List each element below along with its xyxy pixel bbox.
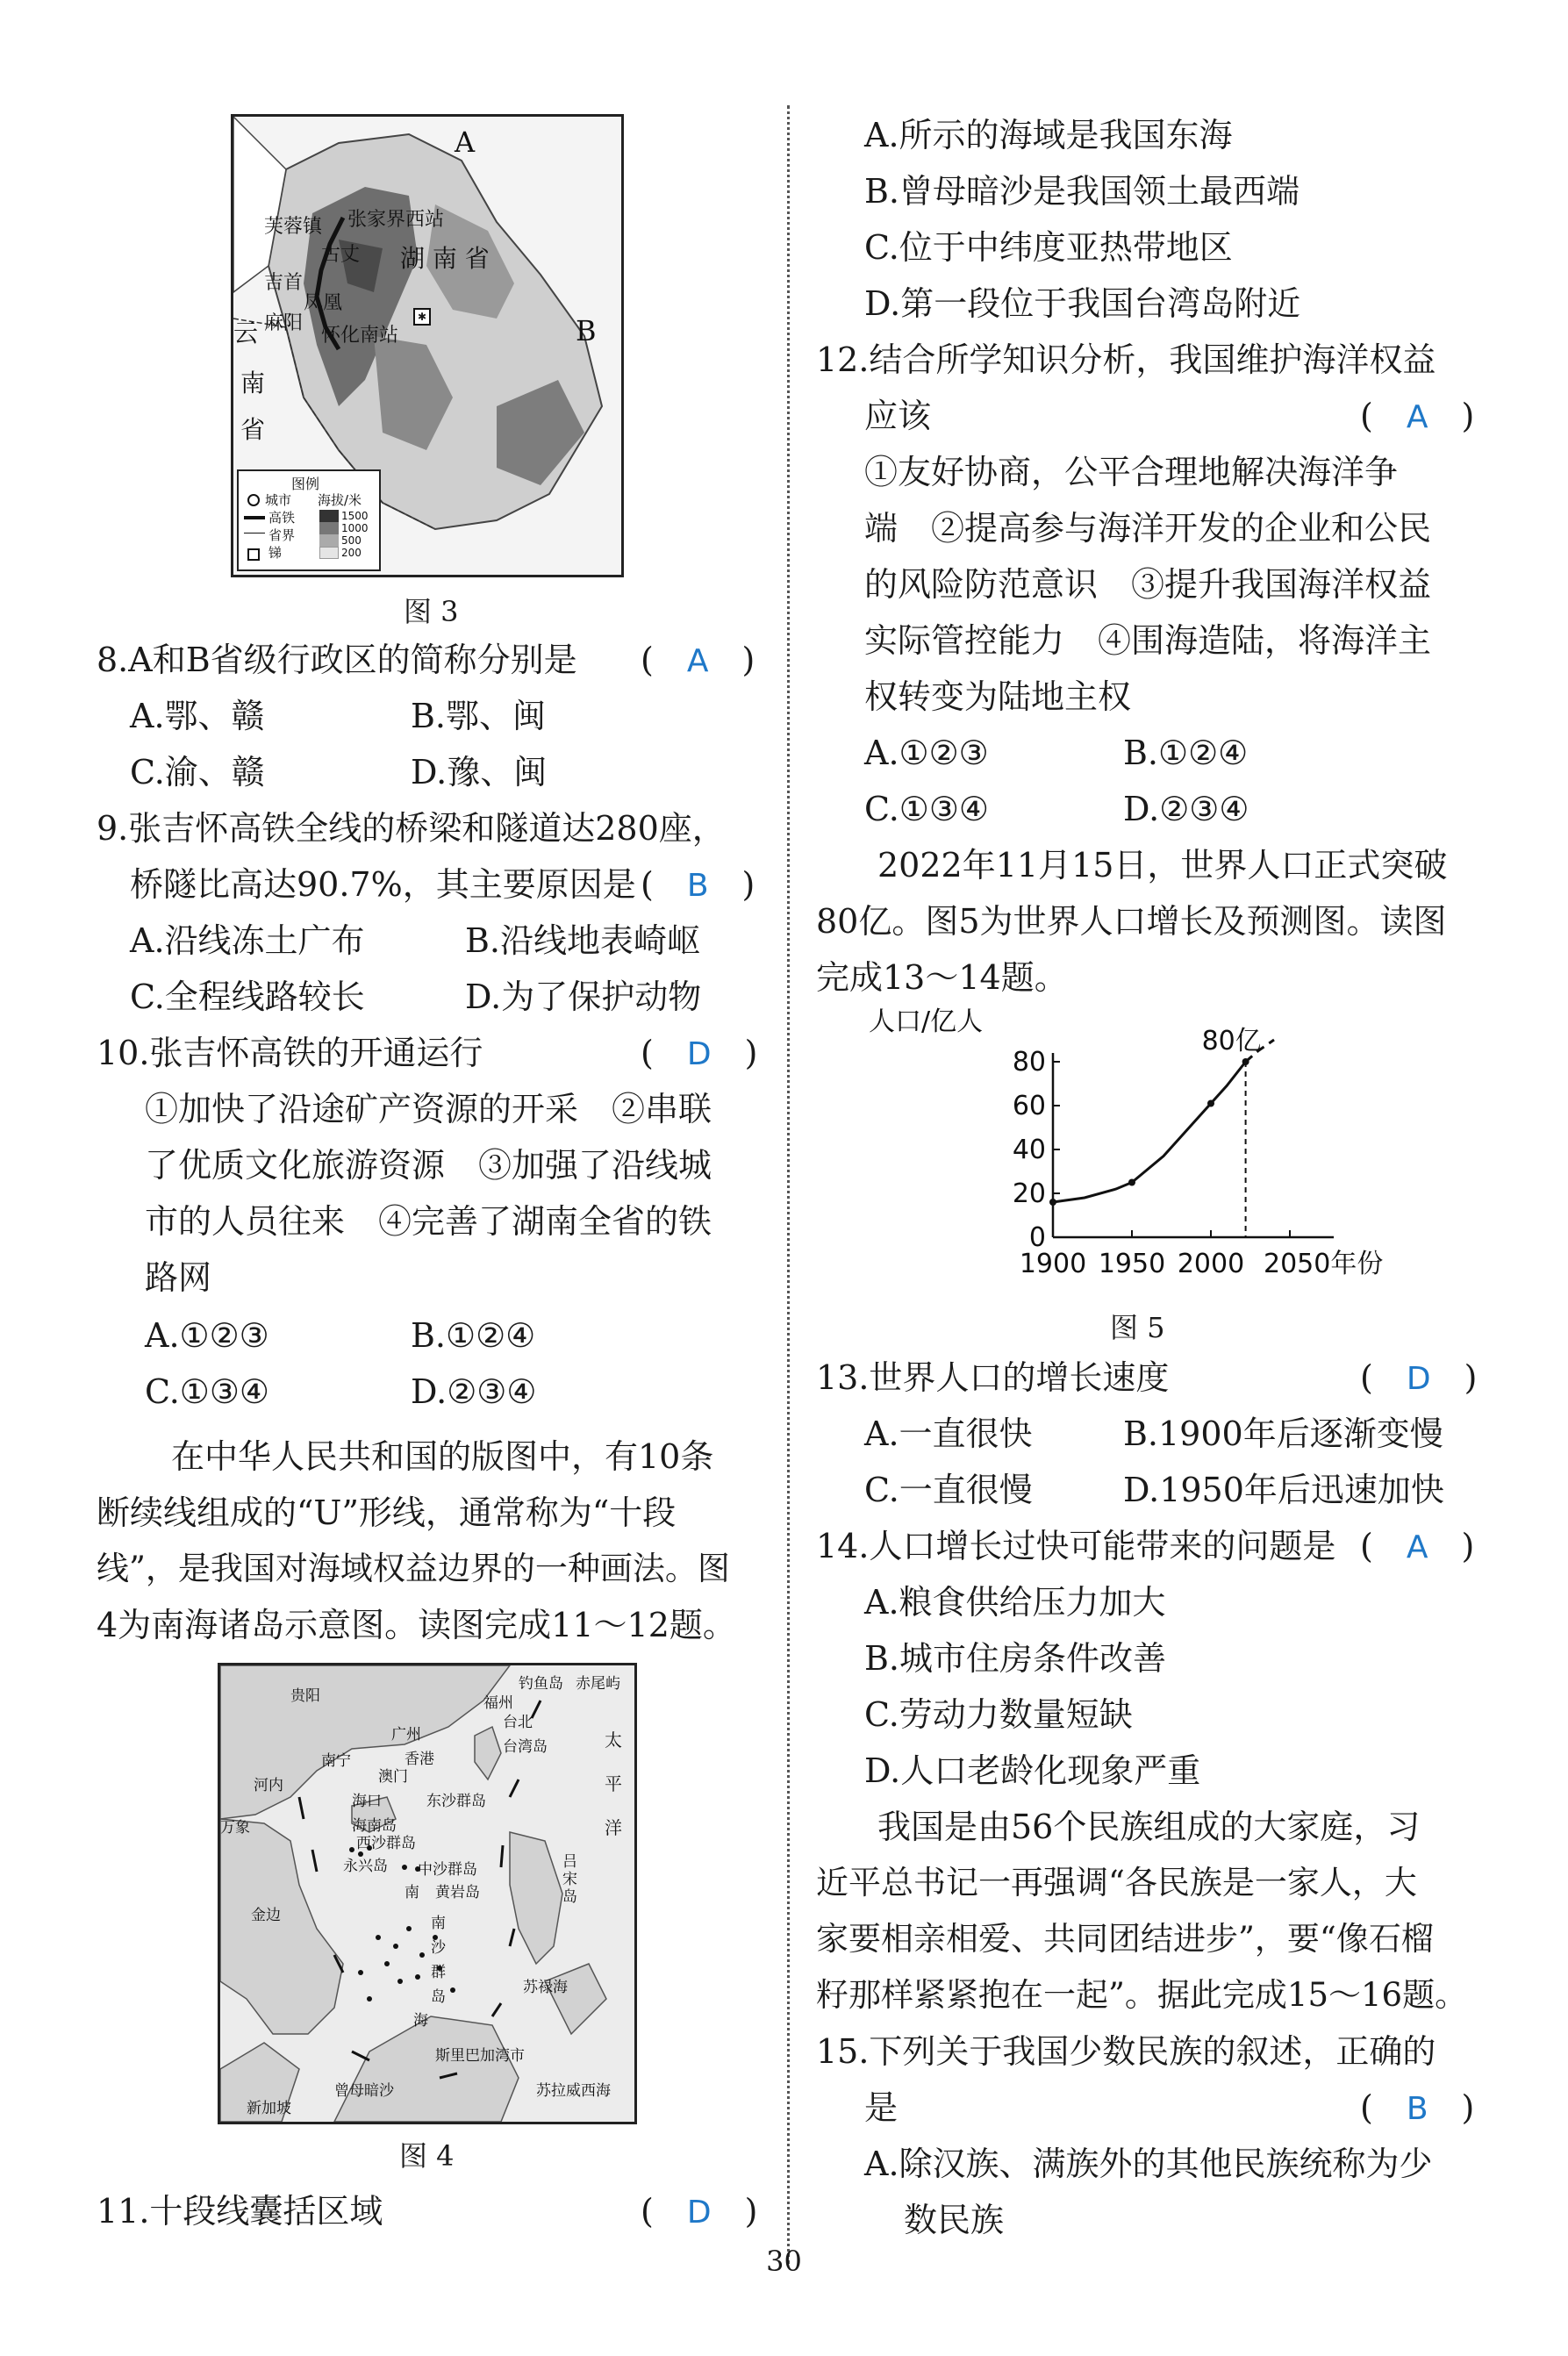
label-nan-sea: 南 — [405, 1884, 419, 1901]
q12-body-line5: 权转变为陆地主权 — [864, 677, 1132, 716]
intro-15-16-line4: 籽那样紧紧抱在一起”。据此完成15～16题。 — [816, 1976, 1468, 2014]
q13-option-a: A.一直很快 — [864, 1414, 1033, 1453]
intro-13-14-line3: 完成13～14题。 — [816, 958, 1068, 997]
legend-elevation: 海拔/米 — [318, 492, 362, 508]
q9-option-d: D.为了保护动物 — [465, 977, 702, 1016]
q8-option-c: C.渝、赣 — [130, 753, 265, 791]
column-divider — [787, 105, 790, 2264]
label-singapore: 新加坡 — [247, 2100, 291, 2117]
q11-answer: D — [686, 2195, 712, 2231]
q11-option-c: C.位于中纬度亚热带地区 — [864, 228, 1233, 267]
q10-answer: D — [686, 1036, 712, 1072]
legend-antimony-icon — [247, 548, 260, 561]
label-aomen: 澳门 — [378, 1768, 408, 1786]
label-taiwan: 台湾岛 — [503, 1738, 548, 1756]
label-henei: 河内 — [254, 1777, 283, 1794]
legend-title: 图例 — [291, 476, 320, 492]
q13-option-c: C.一直很慢 — [864, 1471, 1033, 1509]
legend-boundary-icon — [244, 533, 265, 534]
q8-stem: 8.A和B省级行政区的简称分别是 — [97, 641, 577, 679]
q11-option-a: A.所示的海域是我国东海 — [864, 116, 1233, 154]
label-sili: 斯里巴加湾市 — [435, 2047, 525, 2065]
q11-option-d: D.第一段位于我国台湾岛附近 — [864, 284, 1301, 323]
figure-5-caption: 图 5 — [1110, 1311, 1165, 1344]
label-zengmu: 曾母暗沙 — [334, 2082, 394, 2100]
q12-body-line4: 实际管控能力 ④围海造陆，将海洋主 — [864, 621, 1432, 660]
town-mayang: 麻阳 — [264, 312, 304, 334]
legend-e200: 200 — [341, 547, 362, 559]
q12-option-a: A.①②③ — [864, 734, 989, 772]
label-jinbian: 金边 — [251, 1907, 281, 1924]
figure-3-map — [231, 114, 624, 577]
q9-stem-line2: 桥隧比高达90.7%，其主要原因是 — [130, 865, 636, 904]
q14-option-b: B.城市住房条件改善 — [864, 1639, 1167, 1678]
label-nanning: 南宁 — [321, 1752, 351, 1770]
q10-option-d: D.②③④ — [411, 1372, 537, 1411]
q12-stem-line2: 应该 — [864, 397, 932, 435]
station-zhangjiajie-west: 张家界西站 — [347, 209, 445, 231]
q9-answer-bracket: ( B ) — [641, 865, 755, 904]
chart-x-tick-label: 2050年份 — [1264, 1249, 1384, 1279]
q10-body-line2: 了优质文化旅游资源 ③加强了沿线城 — [145, 1146, 712, 1185]
label-nansha: 南沙群岛 — [431, 1915, 446, 2006]
q9-answer: B — [686, 868, 709, 904]
label-huangyan: 黄岩岛 — [435, 1884, 480, 1901]
label-guiyang: 贵阳 — [290, 1687, 320, 1705]
label-haikou: 海口 — [352, 1793, 382, 1810]
q11-answer-bracket: ( D ) — [641, 2192, 758, 2231]
q14-option-a: A.粮食供给压力加大 — [864, 1583, 1166, 1622]
chart-x-tick-label: 1950 — [1098, 1249, 1166, 1279]
chart-y-tick-label: 20 — [1012, 1178, 1046, 1209]
label-fuzhou: 福州 — [483, 1694, 513, 1712]
town-fenghuang: 凤凰 — [304, 292, 343, 314]
q13-answer-bracket: ( D ) — [1360, 1358, 1478, 1397]
intro-11-12-line3: 线”，是我国对海域权益边界的一种画法。图 — [97, 1550, 730, 1587]
province-label-hunan: 湖 南 省 — [400, 244, 490, 273]
intro-13-14-line1: 2022年11月15日，世界人口正式突破 — [877, 846, 1448, 884]
intro-13-14-line2: 80亿。图5为世界人口增长及预测图。读图 — [816, 902, 1447, 941]
q14-answer-bracket: ( A ) — [1360, 1527, 1475, 1565]
figure-4-map — [218, 1663, 637, 2124]
label-yongxing: 永兴岛 — [343, 1858, 388, 1875]
province-label-nan: 南 — [240, 369, 266, 397]
label-taipingyang: 太平洋 — [605, 1729, 622, 1838]
label-hai: 海 — [413, 2012, 428, 2030]
chart-y-tick-label: 40 — [1012, 1135, 1046, 1165]
town-furong: 芙蓉镇 — [264, 216, 323, 238]
label-zhongsha: 中沙群岛 — [418, 1861, 477, 1879]
q8-option-a: A.鄂、赣 — [130, 697, 265, 735]
q10-answer-bracket: ( D ) — [641, 1034, 758, 1072]
town-guzhang: 古丈 — [321, 244, 361, 266]
figure-3-caption: 图 3 — [404, 595, 459, 628]
chart-y-tick-label: 0 — [1028, 1222, 1046, 1253]
legend-boundary: 省界 — [268, 527, 296, 543]
q9-stem-line1: 9.张吉怀高铁全线的桥梁和隧道达280座， — [97, 809, 726, 848]
q11-stem: 11.十段线囊括区域 — [97, 2192, 383, 2231]
q12-body-line2: 端 ②提高参与海洋开发的企业和公民 — [864, 509, 1432, 548]
antimony-mine-icon: ✱ — [413, 308, 431, 326]
region-label-a: A — [455, 125, 476, 159]
label-xianggang: 香港 — [405, 1751, 434, 1768]
q10-body-line1: ①加快了沿途矿产资源的开采 ②串联 — [145, 1090, 712, 1128]
chart-annotation-80yi: 80亿 — [1201, 1026, 1262, 1056]
q12-option-d: D.②③④ — [1123, 790, 1249, 828]
intro-15-16-line2: 近平总书记一再强调“各民族是一家人，大 — [816, 1864, 1417, 1901]
chart-data-points — [1049, 1058, 1249, 1206]
legend-swatch-1000 — [319, 522, 339, 534]
figure-5-population-chart — [869, 1000, 1430, 1290]
label-xisha: 西沙群岛 — [356, 1835, 416, 1852]
label-guangzhou: 广州 — [391, 1726, 421, 1744]
chart-x-tick-label: 1900 — [1019, 1249, 1087, 1279]
q8-option-d: D.豫、闽 — [411, 753, 548, 791]
q11-option-b: B.曾母暗沙是我国领土最西端 — [864, 172, 1300, 211]
q14-stem: 14.人口增长过快可能带来的问题是 — [816, 1527, 1336, 1565]
q8-answer-bracket: ( A ) — [641, 641, 755, 679]
legend-swatch-500 — [319, 534, 339, 547]
legend-antimony: 锑 — [268, 545, 283, 561]
q8-answer: A — [686, 643, 709, 679]
legend-e500: 500 — [341, 534, 362, 547]
q9-option-b: B.沿线地表崎岖 — [465, 921, 701, 960]
q14-option-d: D.人口老龄化现象严重 — [864, 1751, 1201, 1790]
intro-15-16-line3: 家要相亲相爱、共同团结进步”，要“像石榴 — [816, 1920, 1434, 1958]
province-label-yun: 云 — [233, 319, 259, 347]
chart-data-point — [1128, 1179, 1135, 1186]
q8-option-b: B.鄂、闽 — [411, 697, 547, 735]
intro-15-16-line1: 我国是由56个民族组成的大家庭，习 — [877, 1808, 1421, 1846]
region-label-b: B — [576, 314, 597, 347]
intro-11-12-line4: 4为南海诸岛示意图。读图完成11～12题。 — [97, 1606, 736, 1644]
label-chiwei: 赤尾屿 — [576, 1675, 620, 1693]
intro-11-12-line1: 在中华人民共和国的版图中，有10条 — [171, 1437, 714, 1476]
q10-option-a: A.①②③ — [145, 1316, 269, 1355]
q14-answer: A — [1406, 1529, 1428, 1565]
q9-option-c: C.全程线路较长 — [130, 977, 365, 1016]
chart-ylabel: 人口/亿人 — [869, 1006, 984, 1037]
q15-option-a-line1: A.除汉族、满族外的其他民族统称为少 — [864, 2145, 1433, 2183]
page-number: 30 — [766, 2245, 802, 2278]
q14-option-c: C.劳动力数量短缺 — [864, 1695, 1133, 1734]
q10-body-line3: 市的人员往来 ④完善了湖南全省的铁 — [145, 1202, 712, 1241]
legend-city: 城市 — [265, 492, 292, 508]
province-label-sheng: 省 — [240, 415, 266, 444]
label-diaoyu: 钓鱼岛 — [519, 1675, 563, 1693]
q10-body-line4: 路网 — [145, 1258, 212, 1297]
q15-answer-bracket: ( B ) — [1360, 2088, 1475, 2127]
q13-answer: D — [1406, 1361, 1431, 1397]
label-hainan: 海南岛 — [352, 1817, 397, 1835]
q12-answer-bracket: ( A ) — [1360, 397, 1475, 435]
figure-4-caption: 图 4 — [399, 2139, 455, 2173]
q10-option-b: B.①②④ — [411, 1316, 536, 1355]
q12-answer: A — [1406, 399, 1428, 435]
q13-stem: 13.世界人口的增长速度 — [816, 1358, 1170, 1397]
chart-y-tick-label: 80 — [1012, 1047, 1046, 1078]
q9-option-a: A.沿线冻土广布 — [130, 921, 365, 960]
chart-data-point — [1207, 1100, 1214, 1107]
intro-11-12-line2: 断续线组成的“U”形线，通常称为“十段 — [97, 1493, 677, 1532]
label-dongsha: 东沙群岛 — [426, 1793, 486, 1810]
legend-railway-icon — [244, 516, 265, 519]
label-wanxiang: 万象 — [220, 1819, 250, 1837]
label-taibei: 台北 — [503, 1714, 533, 1731]
q15-option-a-line2: 数民族 — [904, 2201, 1005, 2239]
q12-option-c: C.①③④ — [864, 790, 989, 828]
legend-e1000: 1000 — [341, 522, 369, 534]
chart-x-tick-label: 2000 — [1177, 1249, 1245, 1279]
legend-swatch-1500 — [319, 510, 339, 522]
chart-y-tick-label: 60 — [1012, 1091, 1046, 1121]
figure-3-legend — [237, 469, 381, 571]
label-sulu: 苏禄海 — [523, 1979, 568, 1996]
q15-stem-line2: 是 — [864, 2088, 899, 2127]
q12-stem-line1: 12.结合所学知识分析，我国维护海洋权益 — [816, 340, 1436, 379]
q10-option-c: C.①③④ — [145, 1372, 269, 1411]
q13-option-b: B.1900年后逐渐变慢 — [1123, 1414, 1443, 1453]
legend-e1500: 1500 — [341, 510, 369, 522]
legend-railway: 高铁 — [268, 510, 296, 526]
chart-data-point — [1049, 1199, 1056, 1206]
q12-body-line3: 的风险防范意识 ③提升我国海洋权益 — [864, 565, 1432, 604]
q12-body-line1: ①友好协商，公平合理地解决海洋争 — [864, 453, 1399, 491]
q10-stem: 10.张吉怀高铁的开通运行 — [97, 1034, 483, 1072]
legend-swatch-200 — [319, 547, 339, 559]
legend-city-icon — [247, 494, 260, 506]
q15-answer: B — [1406, 2091, 1428, 2127]
chart-data-point — [1242, 1058, 1249, 1065]
label-luzon: 吕宋岛 — [562, 1853, 577, 1906]
q13-option-d: D.1950年后迅速加快 — [1123, 1471, 1444, 1509]
station-huaihua-south: 怀化南站 — [321, 325, 399, 347]
q12-option-b: B.①②④ — [1123, 734, 1249, 772]
town-jishou: 吉首 — [264, 272, 304, 294]
q15-stem-line1: 15.下列关于我国少数民族的叙述，正确的 — [816, 2032, 1436, 2071]
chart-series-actual-line — [1053, 1062, 1246, 1202]
label-sulawesi: 苏拉威西海 — [536, 2082, 611, 2100]
